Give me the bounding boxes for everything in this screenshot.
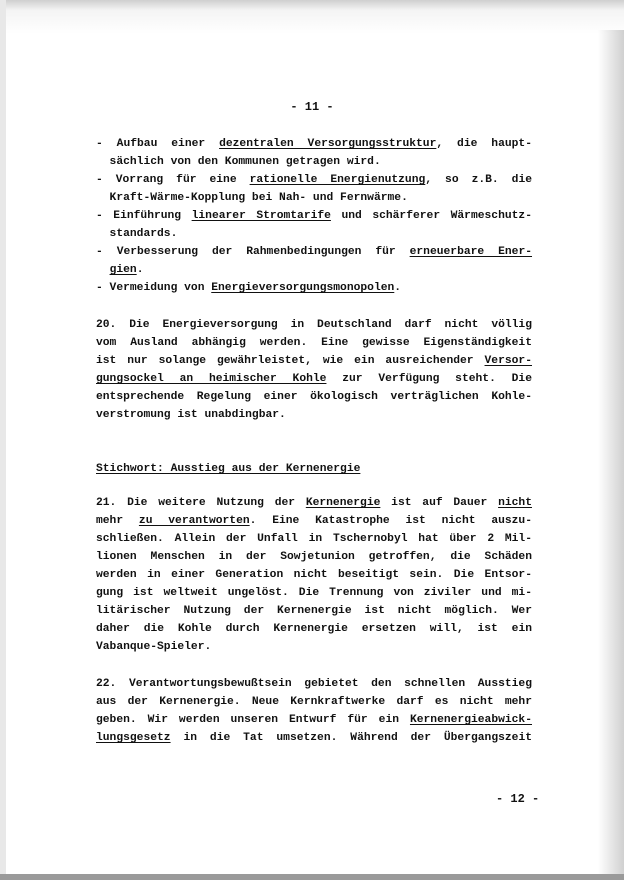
- text-run: litärischer Nutzung der Kernenergie ist nicht möglich. Wer: [96, 605, 532, 617]
- text-line: [96, 406, 532, 424]
- underlined-text: linearer Stromtarife: [191, 210, 331, 222]
- text-line: [96, 729, 532, 747]
- text-line: [96, 352, 532, 370]
- text-line: [96, 620, 532, 638]
- section-heading-text: Stichwort: Ausstieg aus der Kernenergie: [96, 463, 361, 475]
- paragraph-22: [96, 675, 532, 747]
- text-run: sächlich von den Kommunen getragen wird.: [96, 156, 381, 168]
- text-run: zur Verfügung steht. Die: [326, 373, 532, 385]
- text-run: verstromung ist unabdingbar.: [96, 409, 286, 421]
- text-line: [96, 638, 532, 656]
- text-run: standards.: [96, 228, 178, 240]
- bullet-line: [96, 153, 532, 171]
- text-run: - Verbesserung der Rahmenbedingungen für: [96, 246, 410, 258]
- text-run: - Vermeidung von: [96, 282, 212, 294]
- text-run: Kraft-Wärme-Kopplung bei Nah- und Fernwärme.: [96, 192, 408, 204]
- text-line: [96, 512, 532, 530]
- bullet-line: [96, 171, 532, 189]
- text-run: und schärferer Wärmeschutz-: [330, 210, 532, 222]
- text-run: - Aufbau einer: [96, 138, 220, 150]
- text-run: schließen. Allein der Unfall in Tschernobyl hat über 2 Mil-: [96, 533, 532, 545]
- bullet-line: [96, 261, 532, 279]
- underlined-text: nicht: [498, 497, 532, 509]
- text-line: [96, 602, 532, 620]
- underlined-text: rationelle Energienutzung: [249, 174, 426, 186]
- underlined-text: lungsgesetz: [96, 732, 171, 744]
- text-run: 20. Die Energieversorgung in Deutschland darf nicht völlig: [96, 319, 532, 331]
- scan-edge-right: [598, 30, 624, 880]
- bullet-line: [96, 243, 532, 261]
- text-run: .: [136, 264, 144, 276]
- bullet-line: [96, 207, 532, 225]
- bullet-list: [96, 135, 532, 297]
- text-line: [96, 584, 532, 602]
- underlined-text: dezentralen Versorgungsstruktur: [219, 138, 437, 150]
- text-run: ist nur solange gewährleistet, wie ein ausreichender: [96, 355, 485, 367]
- text-run: Vabanque-Spieler.: [96, 641, 212, 653]
- text-run: aus der Kernenergie. Neue Kernkraftwerke darf es nicht mehr: [96, 696, 532, 708]
- text-run: 22. Verantwortungsbewußtsein gebietet den schnellen Ausstieg: [96, 678, 532, 690]
- text-line: [96, 316, 532, 334]
- scan-edge-top: [0, 0, 624, 34]
- bullet-line: [96, 279, 532, 297]
- text-line: [96, 334, 532, 352]
- text-line: [96, 370, 532, 388]
- underlined-text: Kernenergieabwick-: [409, 714, 532, 726]
- scan-edge-bottom: [0, 874, 624, 880]
- underlined-text: erneuerbare Ener-: [409, 246, 533, 258]
- paragraph-20: [96, 316, 532, 424]
- text-run: - Vorrang für eine: [96, 174, 250, 186]
- underlined-text: Energieversorgungsmonopolen: [211, 282, 395, 294]
- text-run: lionen Menschen in der Sowjetunion getroffen, die Schäden: [96, 551, 532, 563]
- text-line: [96, 388, 532, 406]
- paragraph-21: [96, 494, 532, 656]
- underlined-text: gien: [109, 264, 137, 276]
- text-run: , so z.B. die: [425, 174, 532, 186]
- text-line: [96, 675, 532, 693]
- text-line: [96, 693, 532, 711]
- underlined-text: Versor-: [484, 355, 532, 367]
- text-run: daher die Kohle durch Kernenergie ersetzen will, ist ein: [96, 623, 532, 635]
- scan-edge-left: [0, 0, 6, 880]
- underlined-text: Kernenergie: [305, 497, 381, 509]
- text-run: in die Tat umsetzen. Während der Übergangszeit: [170, 732, 532, 744]
- bullet-line: [96, 189, 532, 207]
- text-line: [96, 566, 532, 584]
- text-run: ist auf Dauer: [380, 497, 499, 509]
- bullet-line: [96, 135, 532, 153]
- page-number: - 11 -: [290, 100, 334, 114]
- text-run: 21. Die weitere Nutzung der: [96, 497, 306, 509]
- text-line: [96, 530, 532, 548]
- text-run: [96, 264, 110, 276]
- underlined-text: zu verantworten: [138, 515, 250, 527]
- text-run: werden in einer Generation nicht beseitigt sein. Die Entsor-: [96, 569, 532, 581]
- text-line: [96, 548, 532, 566]
- text-line: [96, 711, 532, 729]
- text-line: [96, 494, 532, 512]
- text-run: . Eine Katastrophe ist nicht auszu-: [249, 515, 532, 527]
- text-run: entsprechende Regelung einer ökologisch verträglichen Kohle-: [96, 391, 532, 403]
- bullet-line: [96, 225, 532, 243]
- text-run: geben. Wir werden unseren Entwurf für ein: [96, 714, 410, 726]
- next-page-number: - 12 -: [496, 792, 540, 806]
- text-run: mehr: [96, 515, 139, 527]
- text-run: , die haupt-: [436, 138, 532, 150]
- text-run: vom Ausland abhängig werden. Eine gewisse Eigenständigkeit: [96, 337, 532, 349]
- section-heading: [96, 460, 532, 478]
- underlined-text: gungsockel an heimischer Kohle: [96, 373, 327, 385]
- text-run: .: [394, 282, 402, 294]
- text-run: gung ist weltweit ungelöst. Die Trennung von ziviler und mi-: [96, 587, 532, 599]
- text-run: - Einführung: [96, 210, 192, 222]
